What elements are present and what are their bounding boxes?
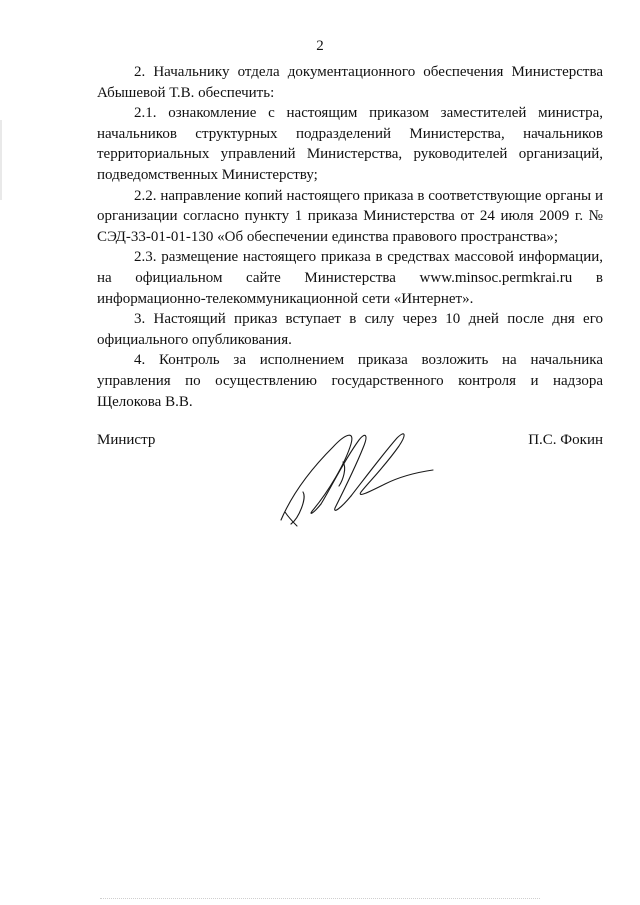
signature-block [97, 432, 603, 542]
signatory-role: Министр [97, 432, 156, 448]
handwritten-signature-icon [273, 422, 443, 542]
document-body [97, 62, 603, 412]
paragraph-2-1: 2.1. ознакомление с настоящим приказом заместителей министра, начальников структурных подразделений Министерства, начальников территориальных управлений Министерства, руководителей организаций, подведомственных Министерству; [97, 105, 603, 183]
footer-divider [100, 897, 540, 899]
margin-mark [0, 120, 2, 200]
page-number: 2 [316, 38, 324, 54]
paragraph-4: 4. Контроль за исполнением приказа возложить на начальника управления по осуществлению государственного контроля и надзора Щелокова В.В. [97, 352, 603, 410]
paragraph-3: 3. Настоящий приказ вступает в силу через 10 дней после дня его официального опубликования. [97, 311, 603, 348]
paragraph-2-3: 2.3. размещение настоящего приказа в средствах массовой информации, на официальном сайте Министерства www.minsoc.permkrai.ru в информационно-телекоммуникационной сети «Интернет». [97, 249, 603, 307]
paragraph-2-2: 2.2. направление копий настоящего приказа в соответствующие органы и организации согласно пункту 1 приказа Министерства от 24 июля 2009 г. № СЭД-33-01-01-130 «Об обеспечении единства правового пространства»; [97, 187, 603, 245]
paragraph-2: 2. Начальнику отдела документационного обеспечения Министерства Абышевой Т.В. обеспечить: [97, 64, 603, 101]
signatory-name: П.С. Фокин [528, 432, 603, 448]
